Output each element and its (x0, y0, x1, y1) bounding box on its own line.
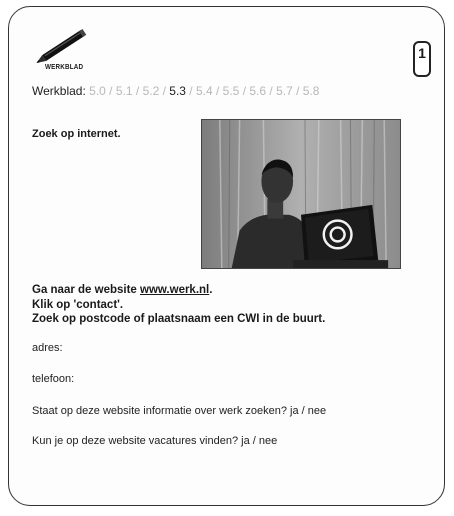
instruction-2: Klik op 'contact'. (32, 298, 124, 311)
phone-field-label: telefoon: (32, 373, 75, 385)
werkblad-label: WERKBLAD (45, 64, 84, 71)
worksheet-index (32, 84, 319, 98)
worksheet-prefix: Werkblad: (32, 84, 86, 98)
instruction-1 (32, 283, 325, 298)
worksheet-number: 5.5 (222, 84, 240, 98)
worksheet-number: 5.4 (195, 84, 213, 98)
worksheet-separator: / (132, 84, 143, 98)
instruction-1-suffix: . (209, 284, 213, 296)
worksheet-separator: / (292, 84, 303, 98)
question-vacancies: Kun je op deze website vacatures vinden? ja / nee (32, 435, 278, 447)
website-link[interactable]: www.werk.nl (140, 284, 210, 296)
section-title: Zoek op internet. (32, 128, 121, 140)
instruction-1-text: Ga naar de website (32, 284, 141, 296)
worksheet-number: 5.6 (249, 84, 267, 98)
worksheet-separator: / (239, 84, 250, 98)
worksheet-number: 5.2 (142, 84, 160, 98)
worksheet-number: 5.8 (302, 84, 320, 98)
worksheet-number: 5.1 (115, 84, 133, 98)
worksheet-number-list (89, 84, 319, 98)
instruction-3: Zoek op postcode of plaatsnaam een CWI in de buurt. (32, 313, 326, 325)
pencil-icon (31, 27, 93, 67)
page-tab: 1 (413, 41, 431, 77)
instructions (32, 283, 325, 327)
address-field-label: adres: (32, 342, 63, 354)
worksheet-number: 5.3 (169, 84, 186, 98)
worksheet-separator: / (185, 84, 196, 98)
worksheet-separator: / (212, 84, 223, 98)
worksheet-separator: / (159, 84, 170, 98)
worksheet-number: 5.7 (276, 84, 293, 98)
worksheet-separator: / (105, 84, 116, 98)
person-at-computer-photo (201, 119, 401, 269)
worksheet-number: 5.0 (89, 84, 106, 98)
worksheet-page (8, 6, 445, 506)
worksheet-separator: / (266, 84, 277, 98)
question-job-info: Staat op deze website informatie over werk zoeken? ja / nee (32, 405, 327, 417)
